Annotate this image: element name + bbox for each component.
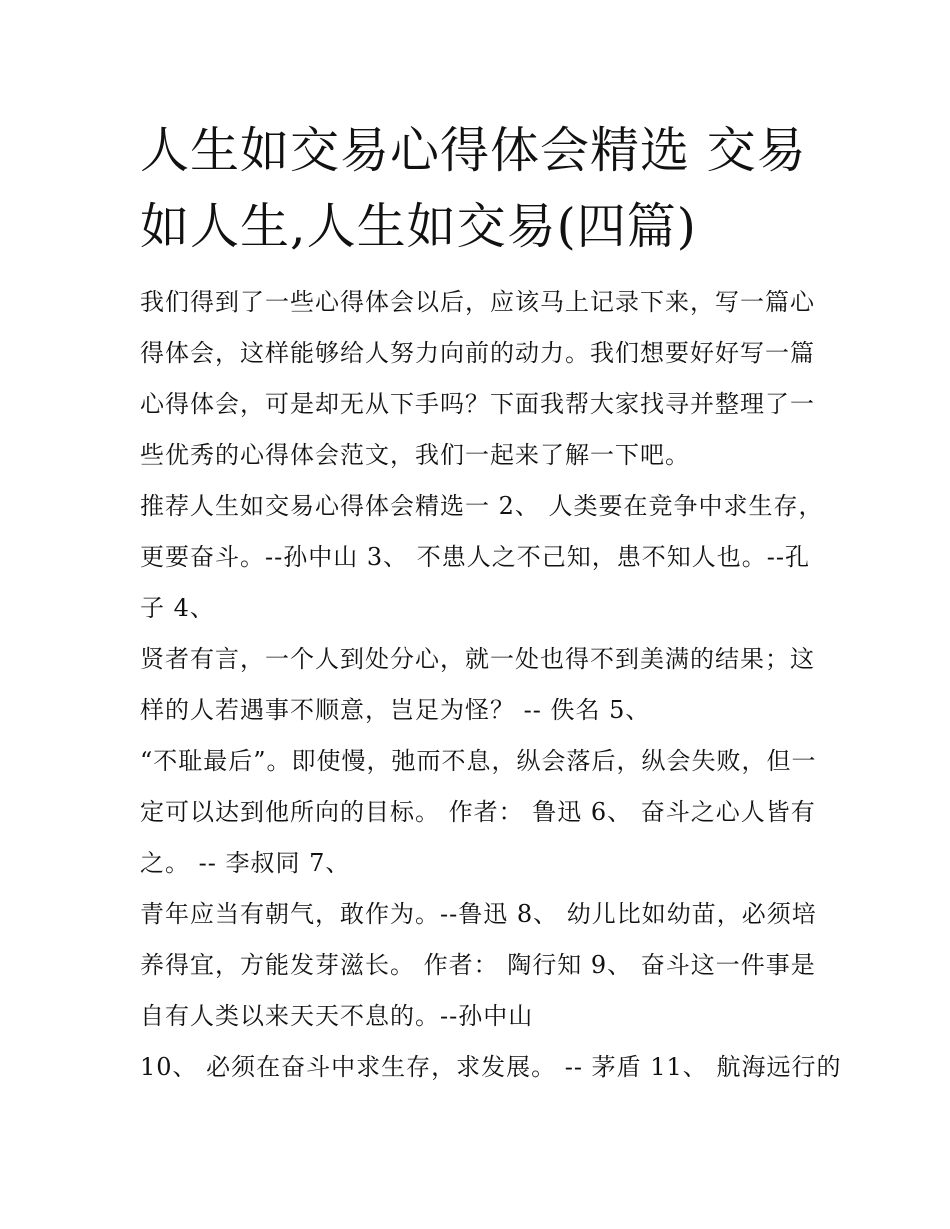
text-line: 定可以达到他所向的目标。 作者： 鲁迅 6、 奋斗之心人皆有 xyxy=(140,798,816,826)
text-line: 我们得到了一些心得体会以后，应该马上记录下来，写一篇心 xyxy=(140,288,815,316)
text-line: 自有人类以来天天不息的。--孙中山 xyxy=(140,1002,534,1030)
quote-paragraph xyxy=(140,481,824,634)
text-line: 推荐人生如交易心得体会精选一 2、 人类要在竞争中求生存， xyxy=(140,492,824,520)
document-body xyxy=(140,277,842,1093)
quote-paragraph xyxy=(140,1042,842,1093)
document-title xyxy=(140,113,820,265)
quote-paragraph xyxy=(140,736,820,889)
quote-paragraph xyxy=(140,634,820,736)
text-line: 更要奋斗。--孙中山 3、 不患人之不己知，患不知人也。--孔 xyxy=(140,543,810,571)
text-line: 10、 必须在奋斗中求生存，求发展。 -- 茅盾 11、 航海远行的 xyxy=(140,1053,842,1081)
text-line: 些优秀的心得体会范文，我们一起来了解一下吧。 xyxy=(140,441,690,469)
text-line: 心得体会，可是却无从下手吗？下面我帮大家找寻并整理了一 xyxy=(140,390,815,418)
quote-paragraph xyxy=(140,889,820,1042)
text-line: 子 4、 xyxy=(140,594,215,622)
intro-paragraph xyxy=(140,277,820,481)
text-line: 之。 -- 李叔同 7、 xyxy=(140,849,351,877)
text-line: “不耻最后”。即使慢，弛而不息，纵会落后，纵会失败，但一 xyxy=(140,747,817,775)
text-line: 养得宜，方能发芽滋长。 作者： 陶行知 9、 奋斗这一件事是 xyxy=(140,951,816,979)
text-line: 得体会，这样能够给人努力向前的动力。我们想要好好写一篇 xyxy=(140,339,815,367)
title-line: 如人生,人生如交易(四篇) xyxy=(140,198,697,255)
title-line: 人生如交易心得体会精选 交易 xyxy=(140,122,807,179)
text-line: 青年应当有朝气，敢作为。--鲁迅 8、 幼儿比如幼苗，必须培 xyxy=(140,900,817,928)
text-line: 贤者有言，一个人到处分心，就一处也得不到美满的结果；这 xyxy=(140,645,815,673)
text-line: 样的人若遇事不顺意，岂足为怪？ -- 佚名 5、 xyxy=(140,696,651,724)
